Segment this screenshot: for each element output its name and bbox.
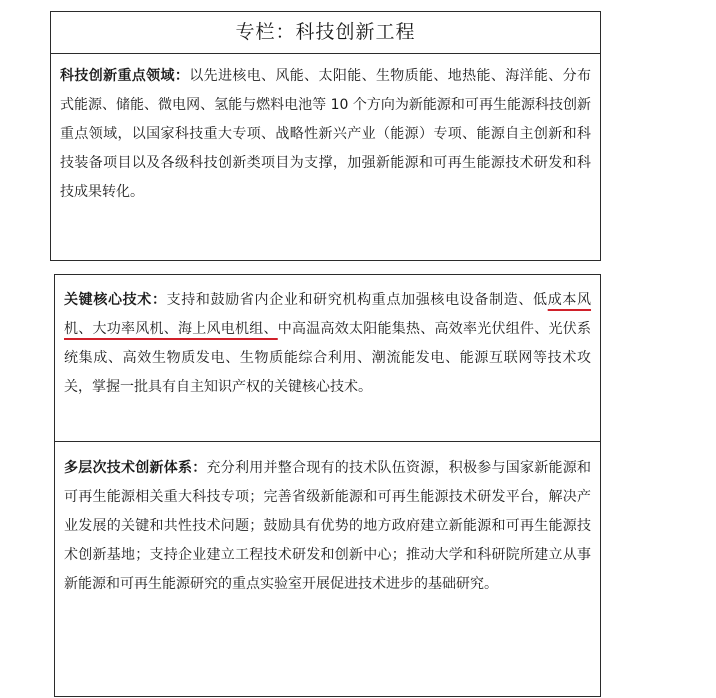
key-technology-text-post: 中高温高效太阳能集热、高效率光伏组件、光伏系统集成、高效生物质发电、生物质能综合利用、潮流能发电、能源互联网等技术攻关，掌握一批具有自主知识产权的关键核心技术。 [64, 321, 591, 395]
key-technology-text-pre: 支持和鼓励省内企业和研究机构重点加强核电设备制造、低 [166, 292, 548, 308]
focus-areas-heading: 科技创新重点领域： [60, 68, 190, 84]
innovation-system-box [54, 441, 601, 697]
focus-areas-text: 以先进核电、风能、太阳能、生物质能、地热能、海洋能、分布式能源、储能、微电网、氢能与燃料电池等 10 个方向为新能源和可再生能源科技创新重点领域，以国家科技重大专项、战略性新兴产业（能源）专项、能源自主创新和科技装备项目以及各级科技创新类项目为支撑，加强新能源和可再生能源技术研发和科技成果转化。 [60, 68, 591, 200]
innovation-system-paragraph [55, 442, 600, 599]
focus-areas-paragraph [51, 54, 600, 207]
column-title: 专栏：科技创新工程 [51, 12, 600, 54]
key-technology-underlined-text: 成本风机、大功率风机、海上风电机组、 [64, 292, 592, 337]
innovation-system-text: 充分利用并整合现有的技术队伍资源，积极参与国家新能源和可再生能源相关重大科技专项；完善省级新能源和可再生能源技术研发平台，解决产业发展的关键和共性技术问题；鼓励具有优势的地方政府建立新能源和可再生能源技术创新基地；支持企业建立工程技术研发和创新中心；推动大学和科研院所建立从事新能源和可再生能源研究的重点实验室开展促进技术进步的基础研究。 [64, 460, 591, 592]
key-technology-box [54, 274, 601, 442]
key-technology-heading: 关键核心技术： [64, 292, 167, 308]
key-technology-paragraph [55, 275, 600, 402]
column-box-innovation [50, 11, 601, 261]
innovation-system-heading: 多层次技术创新体系： [64, 460, 207, 476]
